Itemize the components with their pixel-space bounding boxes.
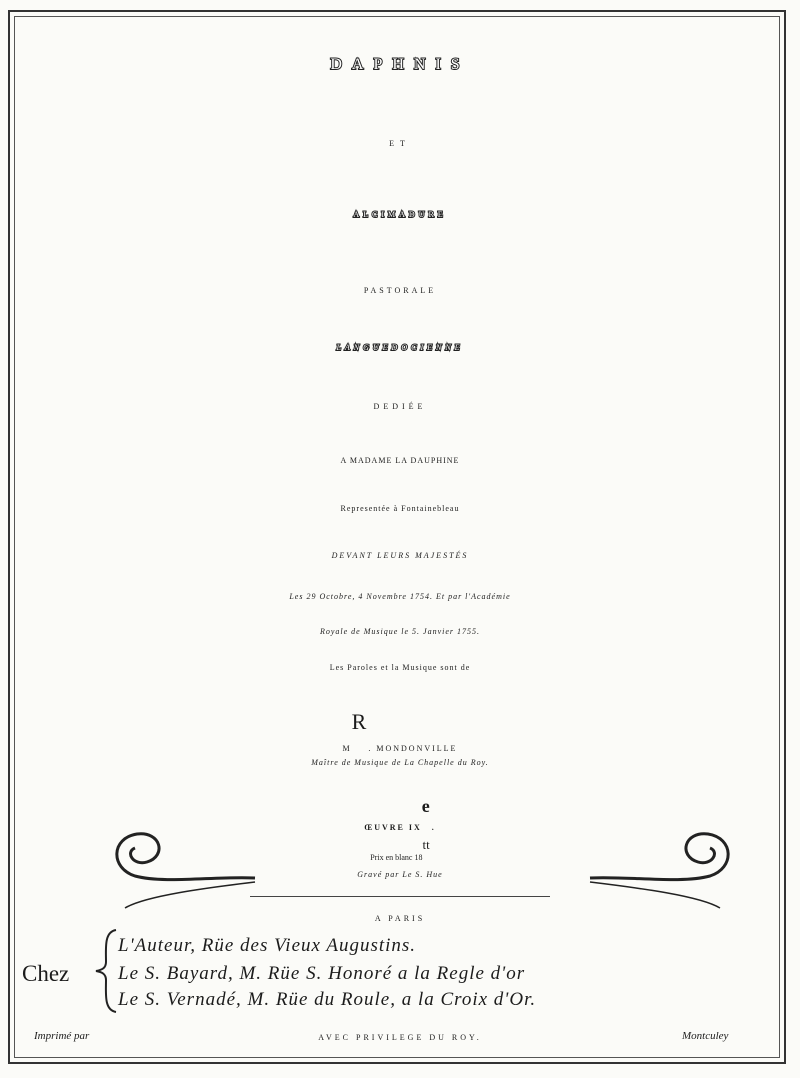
opus-dot: . <box>431 823 436 832</box>
printer-credit-left: Imprimé par <box>34 1030 90 1042</box>
performance-dates-2: Royale de Musique le 5. Janvier 1755. <box>319 627 481 636</box>
composer-prefix-sup: R <box>351 709 369 734</box>
performance-audience: DEVANT LEURS MAJESTÉS <box>331 551 469 560</box>
royal-privilege: AVEC PRIVILEGE DU ROY. <box>318 1033 482 1042</box>
title-daphnis: DAPHNIS <box>330 56 470 73</box>
divider-rule <box>250 896 550 897</box>
address-line: Le S. Vernadé, M. Rüe du Roule, a la Croix d'Or. <box>118 989 537 1010</box>
composer-surname: . MONDONVILLE <box>368 744 458 753</box>
address-line: L'Auteur, Rüe des Vieux Augustins. <box>118 935 417 956</box>
credits-intro: Les Paroles et la Musique sont de <box>329 663 471 672</box>
dedicatee: A MADAME LA DAUPHINE <box>340 456 460 465</box>
address-line: Le S. Bayard, M. Rüe S. Honoré a la Regle d'or <box>118 963 526 984</box>
price-main: Prix en blanc 18 <box>370 853 423 862</box>
title-et: ET <box>389 139 411 148</box>
performance-dates-1: Les 29 Octobre, 4 Novembre 1754. Et par l'Académie <box>289 592 511 601</box>
composer-role: Maître de Musique de La Chapelle du Roy. <box>311 758 489 767</box>
curly-brace <box>92 928 120 1014</box>
dedication-label: DEDIÉE <box>373 402 427 411</box>
region-languedocienne: LANGUEDOCIENNE <box>336 343 464 352</box>
printer-credit-right: Montculey <box>682 1030 729 1042</box>
performance-place: Representée à Fontainebleau <box>340 504 460 513</box>
city: A PARIS <box>374 914 426 923</box>
chez-label: Chez <box>22 961 70 986</box>
opus-main: ŒUVRE IX <box>364 823 422 832</box>
title-alcimadure: ALCIMADURE <box>353 210 447 219</box>
engraver: Gravé par Le S. Hue <box>357 870 443 879</box>
opus-sup: e <box>421 796 432 816</box>
composer-prefix: M <box>342 744 352 753</box>
price-sup: tt <box>422 837 430 852</box>
genre-pastorale: PASTORALE <box>363 286 437 295</box>
